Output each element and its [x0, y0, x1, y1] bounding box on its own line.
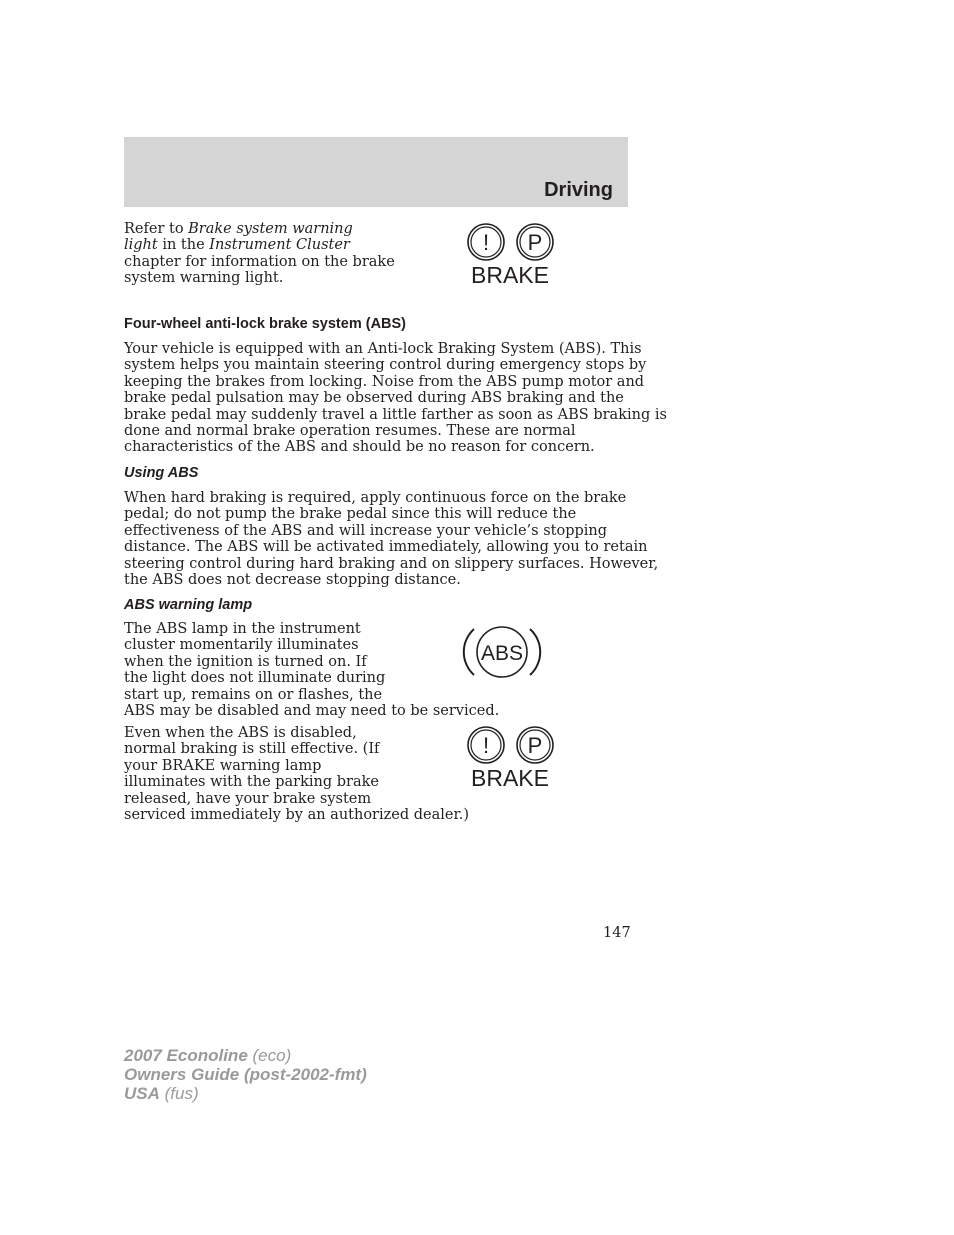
using-abs-heading: Using ABS [124, 465, 199, 481]
text-line: the ABS does not decrease stopping distance. [124, 572, 461, 589]
intro-text: Refer to [124, 221, 189, 237]
text-line: brake pedal pulsation may be observed during ABS braking and the [124, 390, 624, 407]
text-line: Your vehicle is equipped with an Anti-lock Braking System (ABS). This [124, 341, 642, 357]
intro-italic-ref: Brake system warning [188, 221, 353, 237]
text-line: cluster momentarily illuminates [124, 637, 359, 654]
text-line: distance. The ABS will be activated immediately, allowing you to retain [124, 539, 648, 556]
intro-italic-chapter: Instrument Cluster [209, 237, 350, 254]
text-line: effectiveness of the ABS and will increase your vehicle’s stopping [124, 522, 608, 539]
text-line: done and normal brake operation resumes. These are normal [124, 423, 576, 440]
exclamation-glyph: ! [482, 230, 490, 255]
abs-paragraph [124, 341, 667, 456]
text-line: serviced immediately by an authorized dealer.) [124, 807, 470, 824]
exclamation-glyph: ! [482, 733, 490, 758]
brake-warning-icon [462, 222, 558, 288]
text-line: normal braking is still effective. (If [124, 741, 380, 758]
intro-text: in the [157, 237, 210, 254]
brake-label: BRAKE [471, 262, 549, 288]
text-line: steering control during hard braking and on slippery surfaces. However, [124, 555, 659, 572]
text-line: Even when the ABS is disabled, [124, 725, 357, 741]
text-line: pedal; do not pump the brake pedal since this will reduce the [124, 506, 577, 523]
text-line: illuminates with the parking brake [124, 774, 379, 791]
text-line: The ABS lamp in the instrument [124, 621, 361, 637]
text-line: system helps you maintain steering control during emergency stops by [124, 357, 647, 374]
text-line: brake pedal may suddenly travel a little farther as soon as ABS braking is [124, 406, 667, 423]
parking-glyph: P [527, 733, 543, 758]
footer-market: USA [124, 1084, 160, 1103]
using-abs-paragraph [124, 490, 658, 588]
brake-label: BRAKE [471, 765, 549, 791]
abs-warning-lamp-heading: ABS warning lamp [124, 597, 253, 613]
abs-disabled-paragraph [124, 725, 469, 823]
text-line: ABS may be disabled and may need to be serviced. [124, 703, 500, 720]
abs-warning-icon [462, 620, 542, 684]
text-line: your BRAKE warning lamp [124, 757, 322, 774]
header-band [124, 137, 628, 207]
footer-model-code: (eco) [247, 1046, 292, 1065]
brake-warning-icon [462, 725, 558, 791]
intro-text: chapter for information on the brake [124, 253, 395, 270]
text-line: keeping the brakes from locking. Noise from the ABS pump motor and [124, 373, 645, 390]
text-line: start up, remains on or flashes, the [124, 686, 383, 703]
text-line: When hard braking is required, apply continuous force on the brake [124, 490, 627, 506]
abs-heading: Four-wheel anti-lock brake system (ABS) [124, 316, 407, 332]
document-footer [124, 1046, 367, 1103]
text-line: released, have your brake system [124, 790, 372, 807]
text-line: the light does not illuminate during [124, 670, 386, 687]
abs-lamp-paragraph [124, 621, 499, 719]
text-line: when the ignition is turned on. If [124, 653, 367, 670]
footer-model: 2007 Econoline [124, 1046, 248, 1065]
intro-italic-ref: light [124, 237, 158, 254]
section-title: Driving [544, 179, 613, 201]
intro-paragraph [124, 221, 395, 287]
footer-guide: Owners Guide (post-2002-fmt) [124, 1065, 367, 1084]
intro-text: system warning light. [124, 270, 284, 287]
footer-market-code: (fus) [159, 1084, 199, 1103]
parking-glyph: P [527, 230, 543, 255]
text-line: characteristics of the ABS and should be no reason for concern. [124, 439, 595, 456]
abs-label: ABS [480, 642, 524, 665]
page-number: 147 [603, 925, 631, 941]
